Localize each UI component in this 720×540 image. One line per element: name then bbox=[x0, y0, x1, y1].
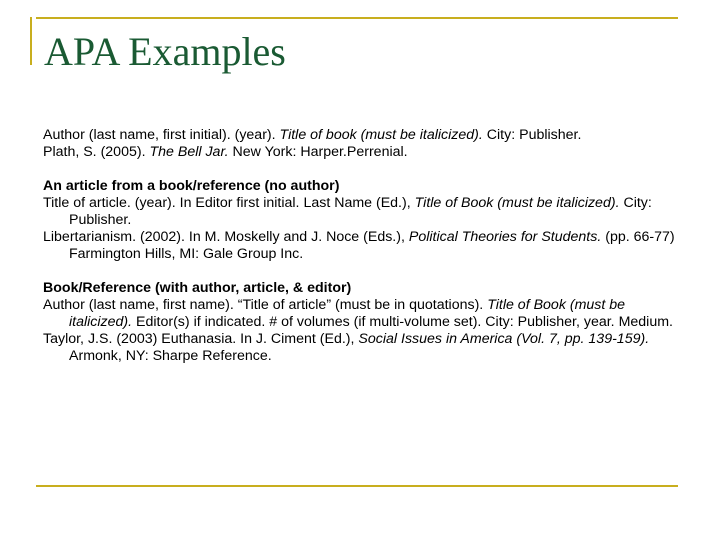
editor-heading: Book/Reference (with author, article, & editor) bbox=[43, 280, 352, 296]
article-example-line: Libertarianism. (2002). In M. Moskelly and J. Noce (Eds.), Political Theories for Students. (pp. 66-77) Farmington Hills, MI: Gale Group Inc. bbox=[43, 229, 675, 262]
left-rule bbox=[30, 17, 32, 65]
editor-example-line: Taylor, J.S. (2003) Euthanasia. In J. Ciment (Ed.), Social Issues in America (Vol. 7, pp. 139-159). Armonk, NY: Sharpe Reference. bbox=[43, 331, 650, 364]
editor-format-line: Author (last name, first name). “Title of article” (must be in quotations). Title of Book (must be italicized). Editor(s) if indicated. # of volumes (if multi-volume set). City: Publisher, year. Medium. bbox=[43, 297, 673, 330]
slide-title: APA Examples bbox=[44, 29, 286, 74]
article-heading: An article from a book/reference (no author) bbox=[43, 178, 340, 194]
spacer bbox=[43, 263, 683, 280]
slide-body bbox=[43, 127, 683, 365]
spacer bbox=[43, 161, 683, 178]
book-example-line: Plath, S. (2005). The Bell Jar. New York: Harper.Perrenial. bbox=[43, 144, 408, 160]
book-format-line: Author (last name, first initial). (year). Title of book (must be italicized). City: Publisher. bbox=[43, 127, 582, 143]
top-rule bbox=[36, 17, 678, 19]
article-format-line: Title of article. (year). In Editor first initial. Last Name (Ed.), Title of Book (must be italicized). City: Publisher. bbox=[43, 195, 652, 228]
bottom-rule bbox=[36, 485, 678, 487]
